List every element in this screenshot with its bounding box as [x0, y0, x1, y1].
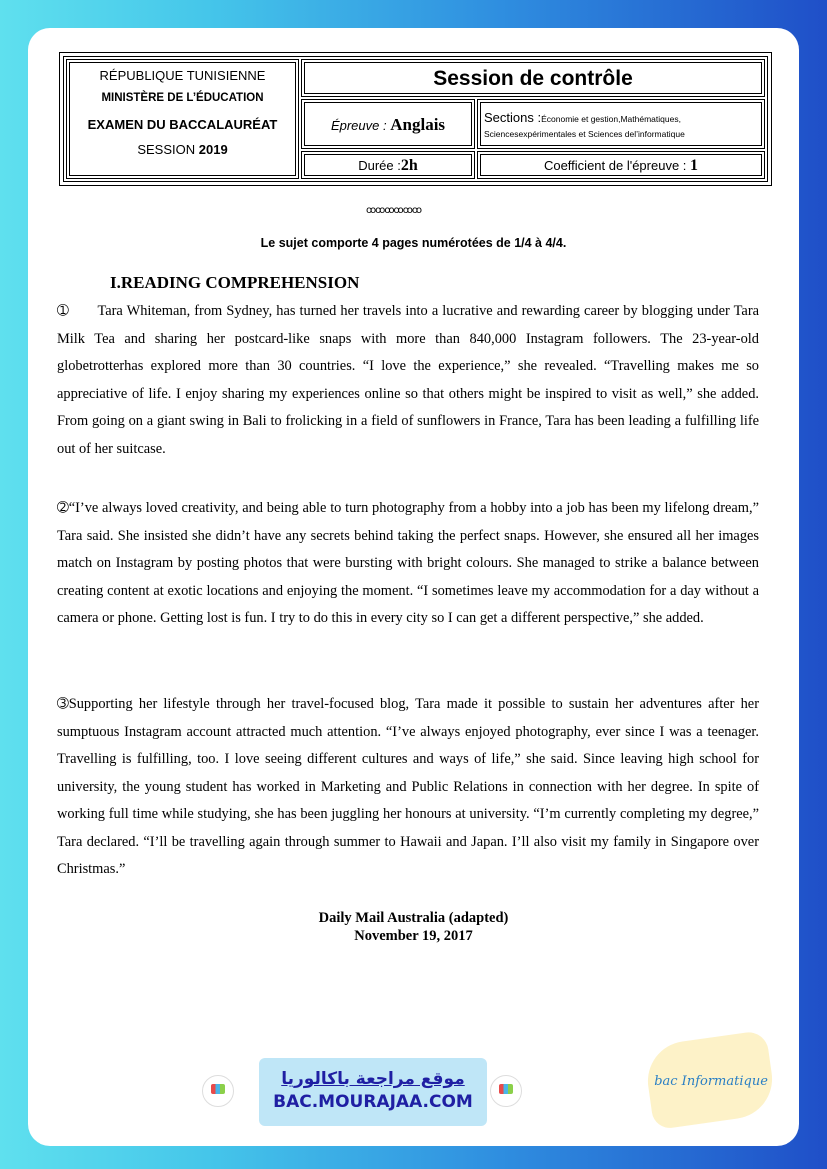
paragraph-number: ➁ — [57, 500, 69, 516]
ministry-label: MINISTÈRE DE L’ÉDUCATION — [101, 92, 264, 104]
session-label: SESSION 2019 — [137, 142, 228, 157]
paragraph-number: ➂ — [57, 696, 69, 712]
paragraph-2: ➁“I’ve always loved creativity, and being able to turn photography from a hobby into a job has been my lifelong dream,” Tara said. She insisted she didn’t have any secrets behind taking the perfect snaps. However, she ensured all her images match on Instagram by posting photos that were bursting with bright colours. She managed to strike a balance between creating content at exotic locations and enjoying the moment. “I sometimes leave my accommodation for a day without a camera or phone. Getting lost is fun. I try to do this in every city so I can get a different perspective,” she added. — [57, 500, 759, 626]
pages-note: Le sujet comporte 4 pages numérotées de 1/4 à 4/4. — [260, 236, 567, 250]
site-logo-icon — [490, 1075, 522, 1107]
source-name: Daily Mail Australia (adapted) — [318, 910, 509, 926]
site-url[interactable]: BAC.MOURAJAA.COM — [273, 1092, 473, 1112]
coefficient-cell: Coefficient de l'épreuve : 1 — [477, 151, 765, 179]
paragraph-1: ➀ Tara Whiteman, from Sydney, has turned her travels into a lucrative and rewarding career by blogging under Tara Milk Tea and sharing her postcard-like snaps with more than 840,000 Instagram followers. The 23-year-old globetrotterhas explored more than 30 countries. “I love the experience,” she revealed. “Travelling makes me so appreciative of life. I enjoy sharing my experiences online so that others might be inspired to visit as well,” she added. From going on a giant swing in Bali to frolicking in a field of sunflowers in France, Tara has been leading a fulfilling life out of her suitcase. — [57, 303, 759, 457]
duree-cell: Durée :2h — [301, 151, 475, 179]
sections-cell: Sections :Économie et gestion,Mathématiques, Sciencesexpérimentales et Sciences del’informatique — [477, 99, 765, 149]
section-title: I.READING COMPREHENSION — [110, 273, 360, 292]
session-title: Session de contrôle — [301, 59, 765, 97]
coef-value: 1 — [690, 157, 699, 174]
republic-label: RÉPUBLIQUE TUNISIENNE — [99, 68, 266, 83]
exam-page — [28, 28, 799, 1146]
site-arabic-name: موقع مراجعة باكالوريا — [281, 1069, 465, 1089]
sections-value: Économie et gestion,Mathématiques, Sciencesexpérimentales et Sciences del’informatique — [484, 114, 685, 139]
epreuve-cell: Épreuve : Anglais — [301, 99, 475, 149]
institution-cell — [66, 59, 299, 179]
epreuve-value: Anglais — [390, 115, 446, 134]
site-logo-icon — [202, 1075, 234, 1107]
site-banner[interactable] — [259, 1058, 487, 1126]
paragraph-3: ➂Supporting her lifestyle through her travel-focused blog, Tara made it possible to sustain her adventures after her sumptuous Instagram account attracted much attention. “I’ve always enjoyed photography, ever since I was a teenager. Travelling is fulfilling, too. I love seeing different cultures and ways of life,” she said. Since leaving high school for university, the young student has worked in Marketing and Public Relations in connection with her degree. In spite of working full time while studying, she has been juggling her honours at university. “I’m currently completing my degree,” Tara declared. “I’ll be travelling again through summer to Hawaii and Japan. I’ll also visit my family in Singapore over Christmas.” — [57, 696, 759, 877]
exam-header-table — [59, 52, 772, 186]
bac-informatique-badge: bac Informatique — [643, 1030, 777, 1130]
duree-value: 2h — [400, 157, 418, 174]
ornament-divider: ꝏꝏꝏꝏꝏꝏ — [366, 205, 422, 216]
source-date: November 19, 2017 — [354, 928, 473, 944]
paragraph-number: ➀ — [57, 303, 69, 319]
exam-label: EXAMEN DU BACCALAURÉAT — [87, 117, 278, 132]
